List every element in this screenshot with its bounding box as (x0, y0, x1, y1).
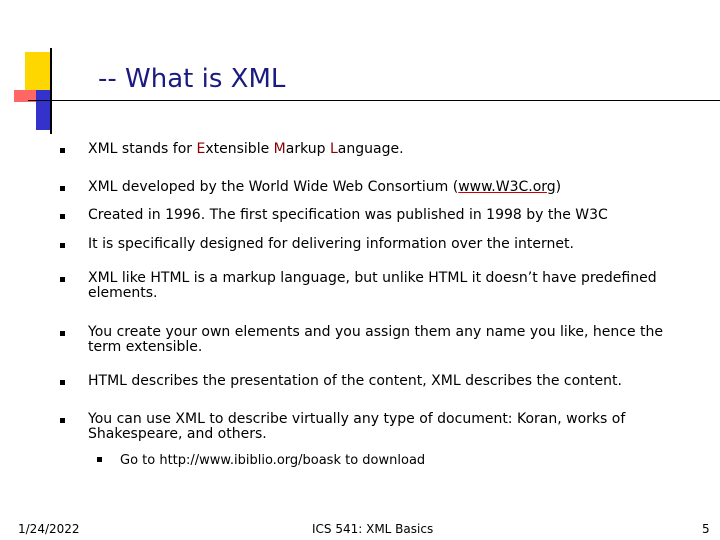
bullet-marker (60, 380, 65, 385)
sub-bullet-text: Go to http://www.ibiblio.org/boask to download (120, 453, 426, 468)
bullet-item (88, 180, 688, 195)
bullet-text: anguage. (337, 141, 404, 157)
highlight-letter: M (273, 141, 286, 157)
bullet-item (88, 142, 688, 157)
decor-yellow-square (25, 52, 52, 92)
footer-course: ICS 541: XML Basics (312, 522, 434, 536)
sub-bullet-marker (97, 457, 102, 462)
bullet-text: XML developed by the World Wide Web Consortium ( (88, 179, 459, 195)
bullet-item (88, 374, 688, 389)
bullet-marker (60, 214, 65, 219)
bullet-marker (60, 277, 65, 282)
bullet-marker (60, 331, 65, 336)
bullet-marker (60, 186, 65, 191)
bullet-text: You can use XML to describe virtually any type of document: Koran, works of Shakespeare, and others. (88, 411, 626, 442)
footer-page-number: 5 (702, 522, 710, 536)
footer-date: 1/24/2022 (18, 522, 80, 536)
bullet-text: XML stands for (88, 141, 197, 157)
bullet-item (88, 208, 688, 223)
bullet-text: xtensible (205, 141, 274, 157)
bullet-text: XML like HTML is a markup language, but unlike HTML it doesn’t have predefined elements. (88, 270, 657, 301)
bullet-item (88, 271, 688, 301)
bullet-marker (60, 148, 65, 153)
slide-title: -- What is XML (98, 64, 286, 94)
bullet-text: Created in 1996. The first specification was published in 1998 by the W3C (88, 207, 608, 223)
highlight-letter: L (329, 141, 338, 157)
bullet-text: ) (555, 179, 562, 195)
decor-vertical-line (50, 48, 52, 134)
bullet-marker (60, 243, 65, 248)
bullet-text: arkup (285, 141, 330, 157)
highlight-letter: E (196, 141, 206, 157)
title-underline (28, 100, 720, 101)
bullet-item (88, 325, 688, 355)
bullet-item (88, 412, 688, 442)
w3c-link[interactable]: www.W3C.org (458, 179, 556, 195)
bullet-text: HTML describes the presentation of the content, XML describes the content. (88, 373, 622, 389)
bullet-item (88, 237, 688, 252)
bullet-text: You create your own elements and you assign them any name you like, hence the term extensible. (88, 324, 664, 355)
bullet-text: It is specifically designed for delivering information over the internet. (88, 236, 574, 252)
bullet-marker (60, 418, 65, 423)
